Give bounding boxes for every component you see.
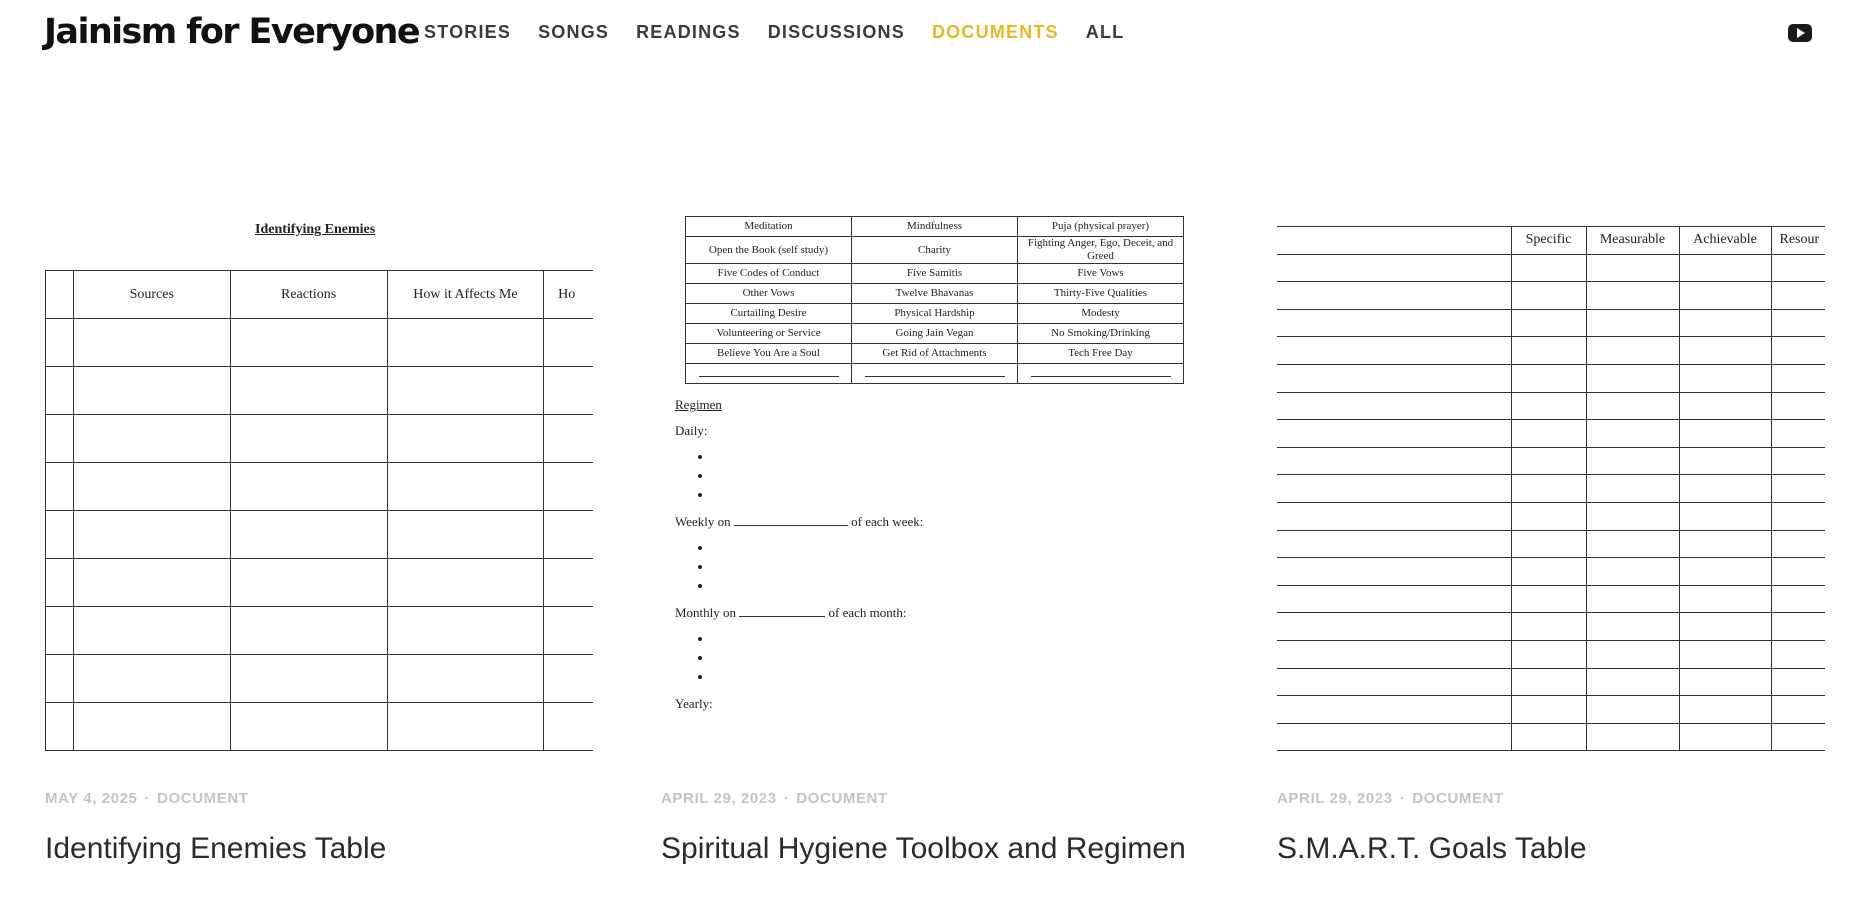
- nav-songs[interactable]: SONGS: [538, 22, 610, 42]
- regimen-heading: Regimen: [675, 397, 722, 412]
- monthly-line: Monthly on of each month:: [675, 605, 907, 620]
- card-thumbnail[interactable]: [45, 200, 593, 760]
- site-header: [0, 0, 1857, 70]
- card-date: APRIL 29, 2023: [1277, 790, 1393, 807]
- site-logo[interactable]: Jainism for Everyone: [44, 12, 419, 52]
- table-row: [46, 319, 594, 367]
- doc-table: [1277, 226, 1825, 751]
- table-row: [1277, 668, 1825, 696]
- card-meta: MAY 4, 2025 · DOCUMENT: [45, 790, 249, 807]
- table-row: Believe You Are a Soul Get Rid of Attachments Tech Free Day: [686, 344, 1184, 364]
- document-card[interactable]: [661, 200, 1209, 865]
- table-row: Open the Book (self study) Charity Fighting Anger, Ego, Deceit, and Greed: [686, 237, 1184, 264]
- table-row: [46, 367, 594, 415]
- table-row: [1277, 502, 1825, 530]
- table-header-cell: Ho: [544, 271, 593, 319]
- doc-heading: Identifying Enemies: [255, 222, 376, 237]
- table-header-cell: Specific: [1511, 227, 1586, 255]
- table-row: [1277, 337, 1825, 365]
- doc-table: [685, 216, 1184, 384]
- table-row: Volunteering or Service Going Jain Vegan No Smoking/Drinking: [686, 324, 1184, 344]
- youtube-icon[interactable]: [1788, 24, 1812, 42]
- nav-stories[interactable]: STORIES: [424, 22, 512, 42]
- table-row: [46, 463, 594, 511]
- card-category[interactable]: DOCUMENT: [1412, 790, 1504, 807]
- bullet-list: [713, 630, 923, 687]
- nav-discussions[interactable]: DISCUSSIONS: [767, 22, 905, 42]
- table-row: [1277, 254, 1825, 282]
- weekly-line: Weekly on of each week:: [675, 514, 924, 529]
- bullet-list: [713, 448, 923, 505]
- card-category[interactable]: DOCUMENT: [796, 790, 888, 807]
- table-header-cell: Sources: [73, 271, 230, 319]
- yearly-label: Yearly:: [675, 696, 713, 711]
- table-row: [1277, 475, 1825, 503]
- card-category[interactable]: DOCUMENT: [157, 790, 249, 807]
- table-header-cell: How it Affects Me: [387, 271, 544, 319]
- table-row: [46, 415, 594, 463]
- card-date: MAY 4, 2025: [45, 790, 138, 807]
- card-title[interactable]: Identifying Enemies Table: [45, 832, 387, 865]
- table-row: Meditation Mindfulness Puja (physical prayer): [686, 217, 1184, 237]
- nav-documents[interactable]: DOCUMENTS: [931, 22, 1059, 42]
- table-row: [1277, 530, 1825, 558]
- table-row: Other Vows Twelve Bhavanas Thirty-Five Qualities: [686, 284, 1184, 304]
- table-row: [46, 655, 594, 703]
- nav-readings[interactable]: READINGS: [636, 22, 741, 42]
- table-row: [46, 511, 594, 559]
- card-meta: APRIL 29, 2023 · DOCUMENT: [661, 790, 888, 807]
- bullet-list: [713, 539, 923, 596]
- table-header-cell: Achievable: [1679, 227, 1771, 255]
- document-card[interactable]: [1277, 200, 1825, 865]
- regimen-section: [675, 396, 923, 721]
- table-row: [1277, 282, 1825, 310]
- nav-all[interactable]: ALL: [1085, 22, 1125, 42]
- table-row: Curtailing Desire Physical Hardship Modesty: [686, 304, 1184, 324]
- table-row: [686, 364, 1184, 384]
- table-row: [46, 703, 594, 751]
- card-meta: APRIL 29, 2023 · DOCUMENT: [1277, 790, 1504, 807]
- table-row: Five Codes of Conduct Five Samitis Five Vows: [686, 264, 1184, 284]
- table-header-cell: Resour: [1771, 227, 1825, 255]
- document-card[interactable]: [45, 200, 593, 865]
- table-row: [1277, 420, 1825, 448]
- table-header-cell: Reactions: [230, 271, 387, 319]
- table-row: [46, 559, 594, 607]
- table-header-cell: Measurable: [1586, 227, 1679, 255]
- table-row: [1277, 392, 1825, 420]
- card-thumbnail[interactable]: [1277, 200, 1825, 760]
- table-header-cell: [46, 271, 74, 319]
- table-row: [1277, 613, 1825, 641]
- daily-label: Daily:: [675, 423, 708, 438]
- table-row: [1277, 309, 1825, 337]
- table-row: [1277, 558, 1825, 586]
- table-row: [1277, 640, 1825, 668]
- card-thumbnail[interactable]: [661, 200, 1209, 760]
- main-nav: [424, 22, 1124, 43]
- table-header-cell: [1277, 227, 1511, 255]
- table-row: [1277, 364, 1825, 392]
- doc-table: [45, 270, 593, 751]
- table-row: [1277, 696, 1825, 724]
- table-row: [46, 607, 594, 655]
- card-title[interactable]: S.M.A.R.T. Goals Table: [1277, 832, 1587, 865]
- card-date: APRIL 29, 2023: [661, 790, 777, 807]
- table-row: [1277, 447, 1825, 475]
- card-title[interactable]: Spiritual Hygiene Toolbox and Regimen: [661, 832, 1186, 865]
- table-row: [1277, 723, 1825, 751]
- table-row: [1277, 585, 1825, 613]
